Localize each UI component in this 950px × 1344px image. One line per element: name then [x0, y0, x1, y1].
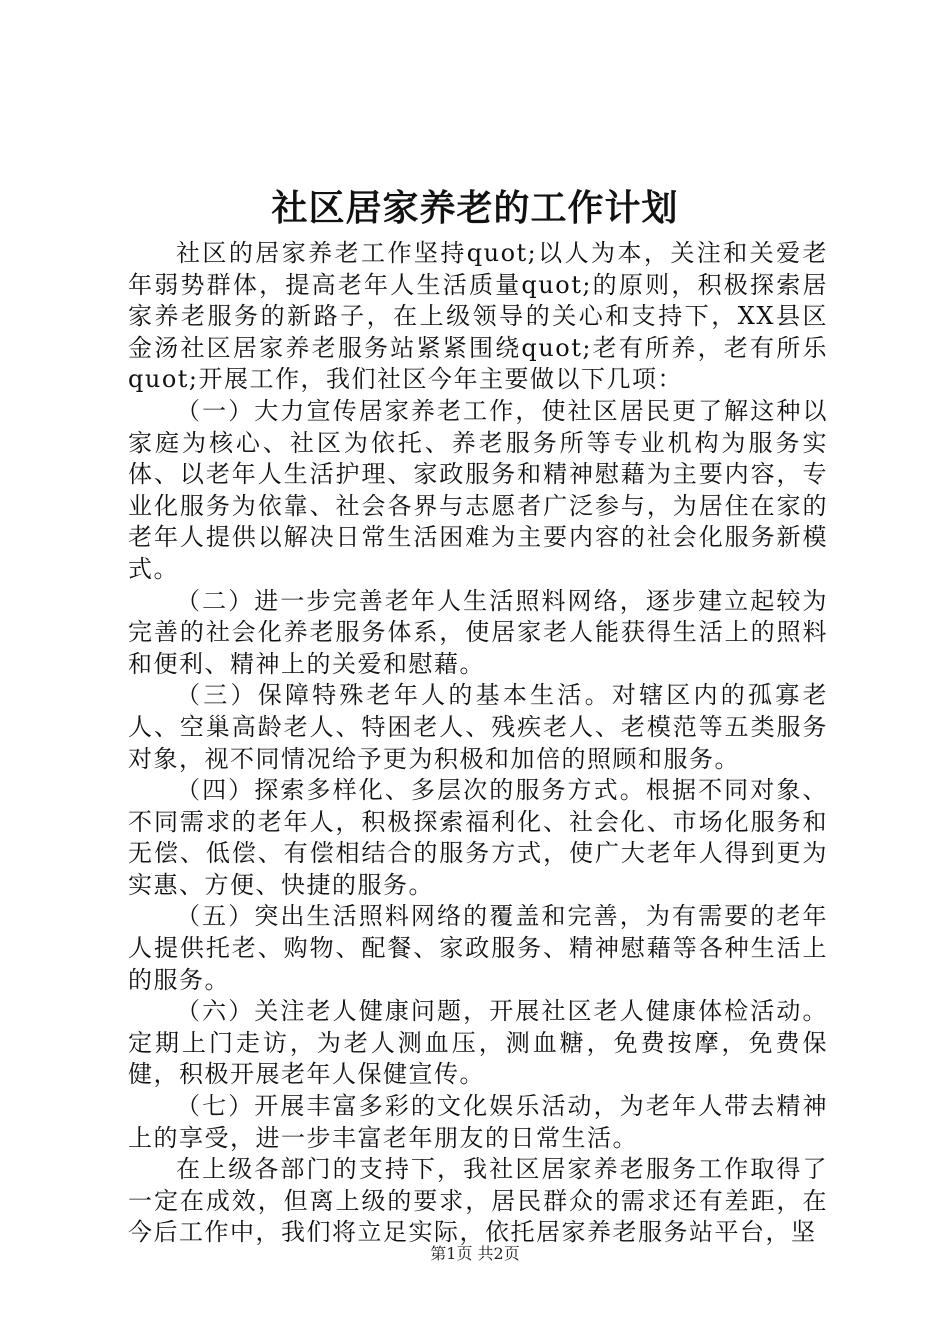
paragraph-item-3: （三）保障特殊老年人的基本生活。对辖区内的孤寡老人、空巢高龄老人、特困老人、残疾老人、老模范等五类服务对象，视不同情况给予更为积极和加倍的照顾和服务。: [128, 681, 828, 773]
document-title: 社区居家养老的工作计划: [271, 187, 679, 229]
paragraph-item-2: （二）进一步完善老年人生活照料网络，逐步建立起较为完善的社会化养老服务体系，使居家老人能获得生活上的照料和便利、精神上的关爱和慰藉。: [128, 586, 828, 678]
paragraph-item-6: （六）关注老人健康问题，开展社区老人健康体检活动。定期上门走访，为老人测血压，测血糖，免费按摩，免费保健，积极开展老年人保健宣传。: [128, 997, 828, 1089]
paragraph-item-1: （一）大力宣传居家养老工作，使社区居民更了解这种以家庭为核心、社区为依托、养老服务所等专业机构为服务实体、以老年人生活护理、家政服务和精神慰藉为主要内容，专业化服务为依靠、社会各界与志愿者广泛参与，为居住在家的老年人提供以解决日常生活困难为主要内容的社会化服务新模式。: [128, 396, 828, 583]
paragraph-item-5: （五）突出生活照料网络的覆盖和完善，为有需要的老年人提供托老、购物、配餐、家政服务、精神慰藉等各种生活上的服务。: [128, 902, 828, 994]
paragraph-intro: 社区的居家养老工作坚持quot;以人为本，关注和关爱老年弱势群体，提高老年人生活质量quot;的原则，积极探索居家养老服务的新路子，在上级领导的关心和支持下，XX县区金汤社区居家养老服务站紧紧围绕quot;老有所养，老有所乐quot;开展工作，我们社区今年主要做以下几项：: [128, 239, 828, 394]
document-body: [128, 238, 828, 1249]
paragraph-item-4: （四）探索多样化、多层次的服务方式。根据不同对象、不同需求的老年人，积极探索福利化、社会化、市场化服务和无偿、低偿、有偿相结合的服务方式，使广大老年人得到更为实惠、方便、快捷的服务。: [128, 776, 828, 899]
paragraph-item-7: （七）开展丰富多彩的文化娱乐活动，为老年人带去精神上的享受，进一步丰富老年朋友的日常生活。: [128, 1092, 828, 1152]
page-number-footer: 第1页 共2页: [430, 1244, 520, 1263]
paragraph-conclusion: 在上级各部门的支持下，我社区居家养老服务工作取得了一定在成效，但离上级的要求，居民群众的需求还有差距，在今后工作中，我们将立足实际，依托居家养老服务站平台，坚: [128, 1155, 828, 1247]
